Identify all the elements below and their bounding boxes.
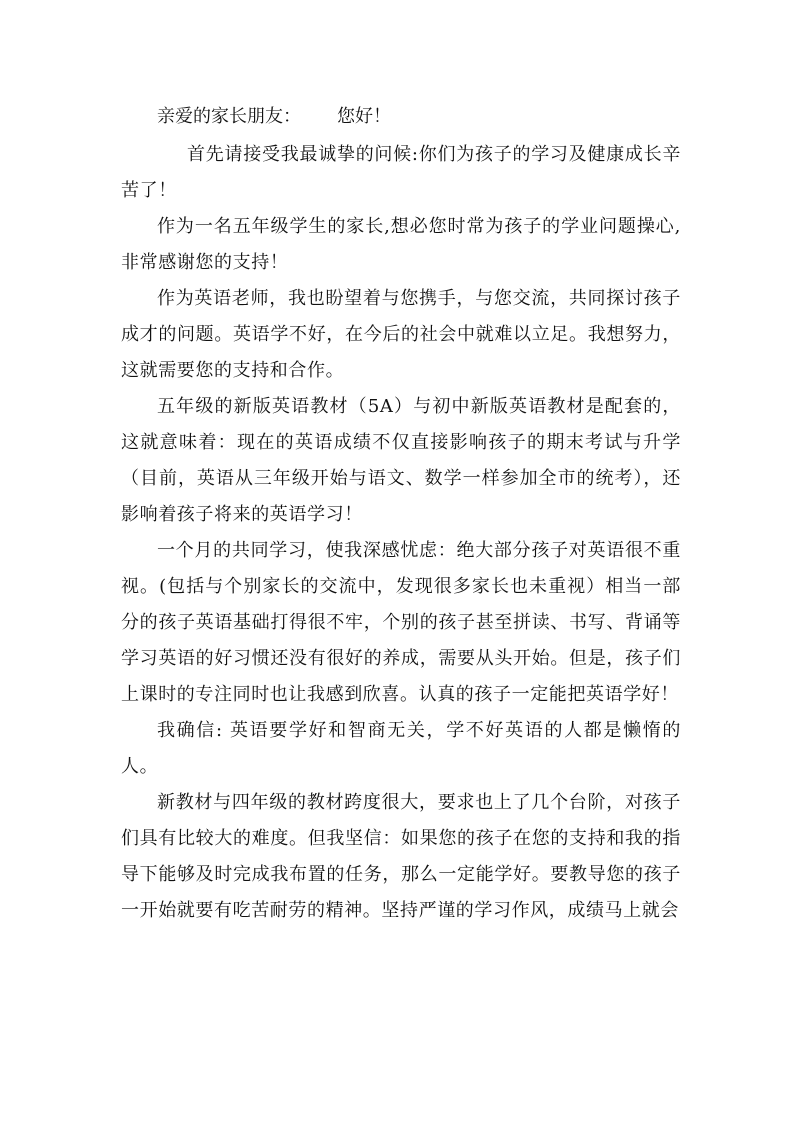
salutation: 亲爱的家长朋友：: [157, 106, 301, 127]
paragraph-7: 新教材与四年级的教材跨度很大，要求也上了几个台阶，对孩子们具有比较大的难度。但我坚信：如果您的孩子在您的支持和我的指导下能够及时完成我布置的任务，那么一定能学好。要教导您的孩子一开始就要有吃苦耐劳的精神。坚持严谨的学习作风，成绩马上就会: [121, 792, 681, 921]
paragraph-4: 五年级的新版英语教材（5A）与初中新版英语教材是配套的，这就意味着：现在的英语成绩不仅直接影响孩子的期末考试与升学（目前，英语从三年级开始与语文、数学一样参加全市的统考），还影响着孩子将来的英语学习！: [121, 396, 681, 525]
paragraph-2: 作为一名五年级学生的家长,想必您时常为孩子的学业问题操心,非常感谢您的支持！: [121, 216, 681, 273]
paragraph-3: 作为英语老师，我也盼望着与您携手，与您交流，共同探讨孩子成才的问题。英语学不好，在今后的社会中就难以立足。我想努力，这就需要您的支持和合作。: [121, 288, 681, 381]
paragraph-5: 一个月的共同学习，使我深感忧虑：绝大部分孩子对英语很不重视。(包括与个别家长的交流中，发现很多家长也未重视）相当一部分的孩子英语基础打得很不牢，个别的孩子甚至拼读、书写、背诵等学习英语的好习惯还没有很好的养成，需要从头开始。但是，孩子们上课时的专注同时也让我感到欣喜。认真的孩子一定能把英语学好！: [121, 540, 681, 705]
greeting-line: [121, 99, 681, 135]
paragraph-1: 首先请接受我最诚挚的问候:你们为孩子的学习及健康成长辛苦了！: [121, 144, 681, 201]
paragraph-6: 我确信: 英语要学好和智商无关，学不好英语的人都是懒惰的人。: [121, 720, 681, 777]
letter-body: [121, 99, 681, 929]
greeting: 您好！: [337, 106, 391, 127]
